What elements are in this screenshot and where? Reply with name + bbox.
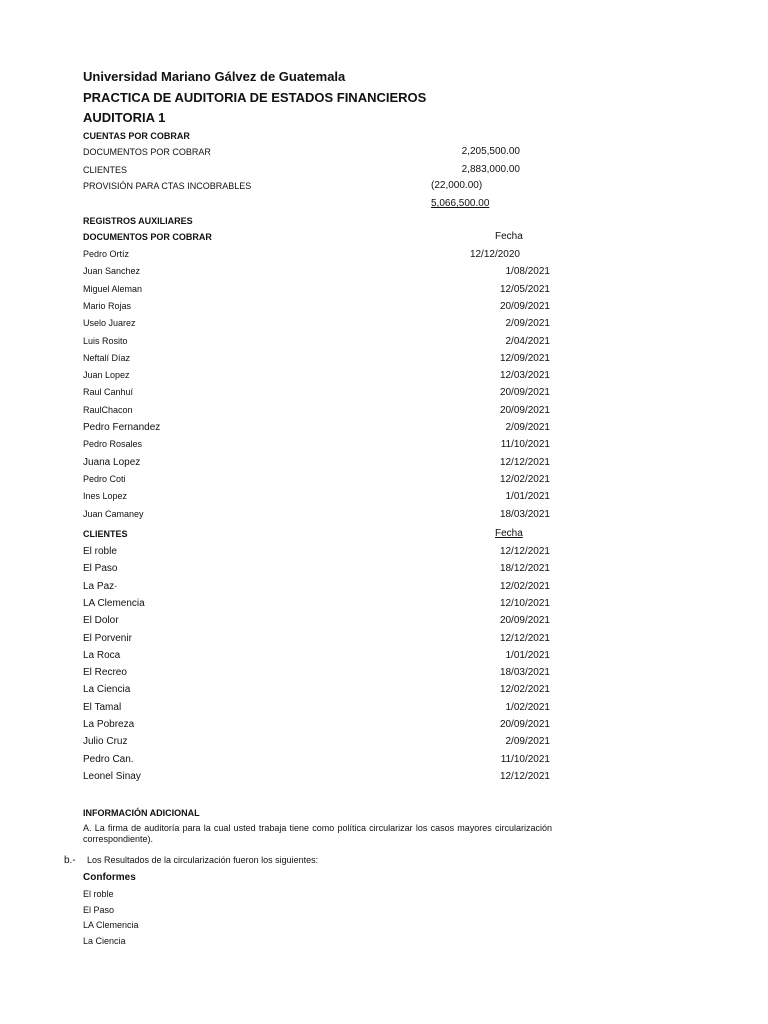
documento-date: 2/09/2021	[505, 318, 550, 330]
clientes-date-header: Fecha	[495, 528, 523, 539]
documento-row	[0, 509, 768, 526]
documento-date: 12/09/2021	[499, 352, 550, 364]
cliente-row	[0, 615, 768, 632]
documento-name: Neftalí Díaz	[83, 352, 131, 363]
cliente-date: 20/09/2021	[499, 615, 550, 627]
conformes-item: El Paso	[83, 905, 115, 915]
cliente-name: El Paso	[83, 563, 118, 575]
cliente-date: 18/12/2021	[499, 563, 550, 575]
cliente-row	[0, 650, 768, 667]
documento-date: 12/12/2021	[499, 456, 550, 468]
practice-title: PRACTICA DE AUDITORIA DE ESTADOS FINANCIEROS	[83, 90, 427, 105]
documento-date: 2/04/2021	[505, 335, 550, 347]
documento-row	[0, 474, 768, 491]
cliente-row	[0, 633, 768, 650]
documento-date: 1/01/2021	[505, 491, 550, 503]
documento-row	[0, 457, 768, 474]
cliente-date: 12/02/2021	[499, 580, 550, 592]
cliente-date: 12/12/2021	[499, 632, 550, 644]
auxiliares-title: REGISTROS AUXILIARES	[83, 216, 193, 226]
cliente-row	[0, 684, 768, 701]
documento-name: Pedro Coti	[83, 473, 126, 484]
documento-name: Pedro Rosales	[83, 439, 143, 450]
documento-date: 12/12/2020	[469, 249, 520, 260]
cliente-date: 18/03/2021	[499, 667, 550, 679]
cliente-date: 1/02/2021	[505, 701, 550, 713]
documento-name: Miguel Aleman	[83, 283, 143, 294]
summary-label-clientes: CLIENTES	[83, 165, 128, 175]
university-title: Universidad Mariano Gálvez de Guatemala	[83, 69, 346, 84]
cliente-row	[0, 581, 768, 598]
cliente-name: La Paz·	[83, 580, 118, 592]
documento-row	[0, 336, 768, 353]
cliente-name: El Tamal	[83, 701, 122, 713]
documentos-date-header: Fecha	[495, 231, 523, 242]
conformes-item: El roble	[83, 889, 114, 899]
cliente-name: La Pobreza	[83, 719, 135, 730]
documento-name: Juan Camaney	[83, 508, 144, 519]
cliente-name: Julio Cruz	[83, 736, 128, 748]
documento-name: Juana Lopez	[83, 456, 141, 468]
conformes-title: Conformes	[83, 872, 136, 883]
documento-name: Mario Rojas	[83, 300, 132, 311]
cliente-row	[0, 598, 768, 615]
cliente-date: 1/01/2021	[505, 649, 550, 661]
documento-name: Juan Sanchez	[83, 266, 141, 277]
cliente-name: El Recreo	[83, 667, 127, 679]
cliente-name: Leonel Sinay	[83, 770, 141, 782]
documento-row	[0, 284, 768, 301]
summary-amount-documentos: 2,205,500.00	[461, 146, 520, 157]
summary-total: 5,066,500.00	[431, 198, 490, 209]
paragraph-a: A. La firma de auditoría para la cual usted trabaja tiene como política circularizar los casos mayores circularización correspondiente).	[83, 823, 552, 844]
summary-label-documentos: DOCUMENTOS POR COBRAR	[83, 147, 211, 157]
documento-name: Pedro Ortíz	[83, 249, 130, 259]
documentos-title: DOCUMENTOS POR COBRAR	[83, 232, 212, 242]
cliente-row	[0, 719, 768, 736]
clientes-title: CLIENTES	[83, 529, 128, 539]
documento-row	[0, 353, 768, 370]
documento-date: 12/02/2021	[499, 473, 550, 485]
documento-row	[0, 249, 768, 266]
cliente-date: 11/10/2021	[500, 753, 550, 765]
item-b-label: b.-	[64, 855, 76, 866]
cliente-date: 20/09/2021	[499, 719, 550, 730]
summary-amount-provision: (22,000.00)	[431, 180, 483, 191]
item-b-text: Los Resultados de la circularización fueron los siguientes:	[87, 855, 319, 865]
cliente-name: LA Clemencia	[83, 597, 145, 609]
documento-name: Raul Canhuí	[83, 387, 134, 398]
documento-row	[0, 422, 768, 439]
conformes-item: LA Clemencia	[83, 920, 139, 930]
cliente-date: 12/12/2021	[499, 770, 550, 782]
cliente-row	[0, 667, 768, 684]
summary-title: CUENTAS POR COBRAR	[83, 131, 190, 141]
cliente-name: La Ciencia	[83, 684, 131, 696]
documento-date: 20/09/2021	[499, 404, 550, 416]
documento-date: 20/09/2021	[499, 387, 550, 399]
documento-date: 12/05/2021	[499, 283, 550, 295]
cliente-row	[0, 546, 768, 563]
documento-date: 11/10/2021	[500, 439, 550, 451]
documento-date: 20/09/2021	[499, 300, 550, 312]
cliente-row	[0, 736, 768, 753]
documento-row	[0, 491, 768, 508]
cliente-date: 2/09/2021	[505, 736, 550, 748]
cliente-name: La Roca	[83, 649, 121, 661]
documento-date: 18/03/2021	[499, 508, 550, 520]
cliente-name: El roble	[83, 546, 117, 557]
documento-date: 12/03/2021	[499, 370, 550, 382]
documento-row	[0, 370, 768, 387]
documento-row	[0, 439, 768, 456]
summary-label-provision: PROVISIÓN PARA CTAS INCOBRABLES	[83, 181, 252, 191]
documento-name: Luis Rosito	[83, 335, 128, 346]
documento-name: Uselo Juarez	[83, 318, 136, 329]
cliente-name: El Porvenir	[83, 632, 132, 644]
documento-name: Juan Lopez	[83, 370, 130, 381]
documento-name: Ines Lopez	[83, 491, 128, 502]
cliente-name: El Dolor	[83, 615, 119, 627]
documento-name: RaulChacon	[83, 404, 133, 415]
cliente-name: Pedro Can.	[83, 753, 134, 765]
audit-title: AUDITORIA 1	[83, 110, 166, 125]
cliente-date: 12/10/2021	[499, 597, 550, 609]
documento-date: 1/08/2021	[505, 266, 550, 278]
cliente-date: 12/02/2021	[499, 684, 550, 696]
documento-date: 2/09/2021	[505, 422, 550, 433]
documento-row	[0, 266, 768, 283]
conformes-item: La Ciencia	[83, 936, 126, 946]
documento-row	[0, 387, 768, 404]
cliente-row	[0, 754, 768, 771]
documento-name: Pedro Fernandez	[83, 422, 161, 433]
adicional-title: INFORMACIÓN ADICIONAL	[83, 808, 200, 818]
cliente-row	[0, 702, 768, 719]
summary-amount-clientes: 2,883,000.00	[461, 164, 520, 175]
documento-row	[0, 405, 768, 422]
cliente-date: 12/12/2021	[499, 546, 550, 557]
documento-row	[0, 318, 768, 335]
documento-row	[0, 301, 768, 318]
cliente-row	[0, 771, 768, 788]
cliente-row	[0, 563, 768, 580]
